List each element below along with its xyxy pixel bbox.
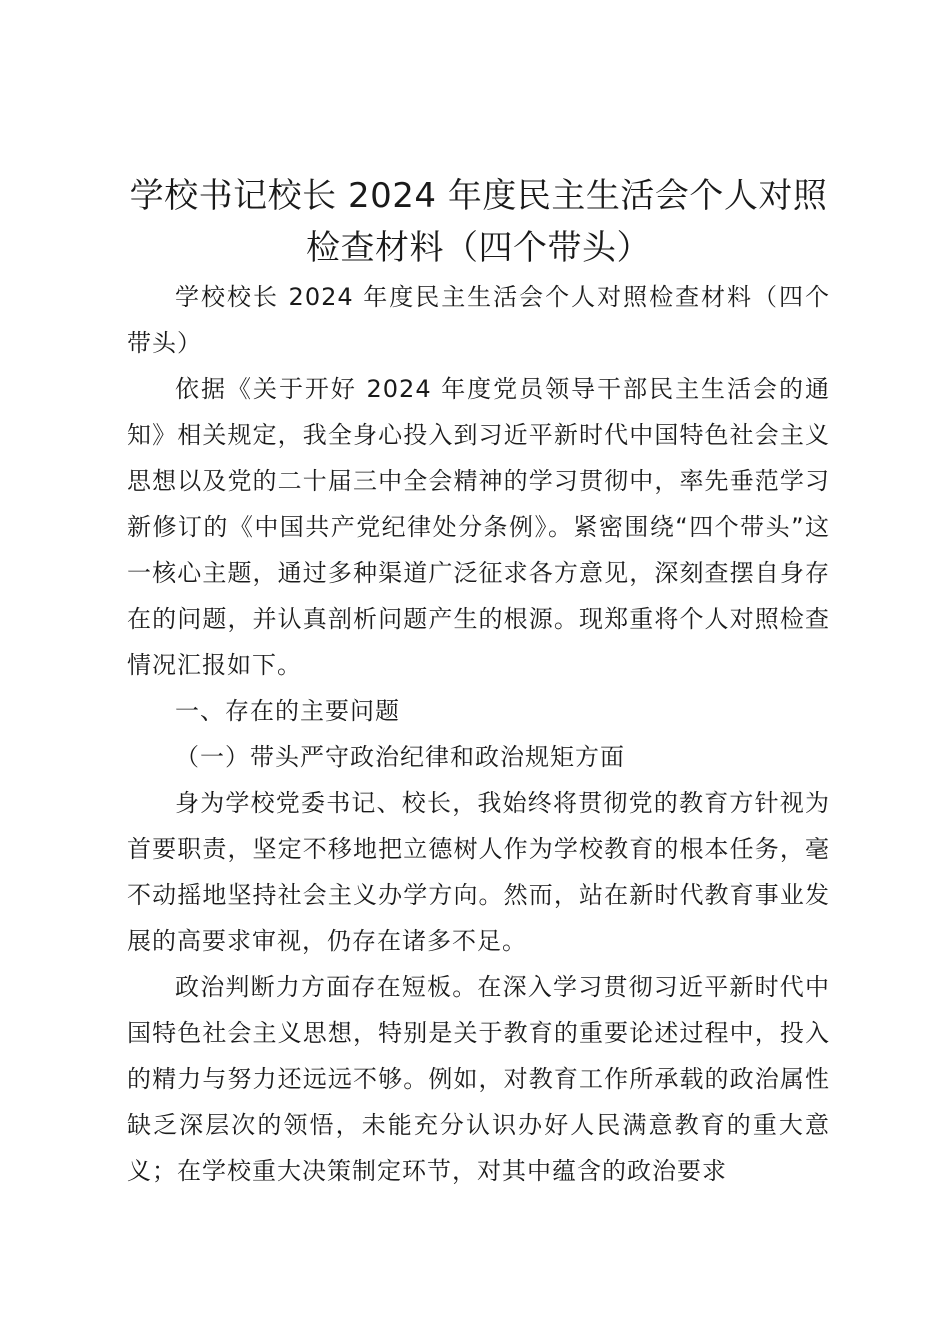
intro-paragraph: 依据《关于开好 2024 年度党员领导干部民主生活会的通知》相关规定，我全身心投入到习近平新时代中国特色社会主义思想以及党的二十届三中全会精神的学习贯彻中，率先垂范学习新修订的《中国共产党纪律处分条例》。紧密围绕“四个带头”这一核心主题，通过多种渠道广泛征求各方意见，深刻查摆自身存在的问题，并认真剖析问题产生的根源。现郑重将个人对照检查情况汇报如下。 [127, 375, 830, 679]
subtitle-paragraph: 学校校长 2024 年度民主生活会个人对照检查材料（四个带头） [127, 283, 830, 357]
body-paragraph: 政治判断力方面存在短板。在深入学习贯彻习近平新时代中国特色社会主义思想，特别是关于教育的重要论述过程中，投入的精力与努力还远远不够。例如，对教育工作所承载的政治属性缺乏深层次的领悟，未能充分认识办好人民满意教育的重大意义；在学校重大决策制定环节，对其中蕴含的政治要求 [127, 973, 830, 1185]
document-body [127, 274, 830, 1194]
body-paragraph: 身为学校党委书记、校长，我始终将贯彻党的教育方针视为首要职责，坚定不移地把立德树人作为学校教育的根本任务，毫不动摇地坚持社会主义办学方向。然而，站在新时代教育事业发展的高要求审视，仍存在诸多不足。 [127, 789, 830, 955]
section-heading: 一、存在的主要问题 [175, 697, 400, 725]
subsection-heading: （一）带头严守政治纪律和政治规矩方面 [175, 743, 625, 771]
document-title: 学校书记校长 2024 年度民主生活会个人对照检查材料（四个带头） [129, 176, 828, 268]
